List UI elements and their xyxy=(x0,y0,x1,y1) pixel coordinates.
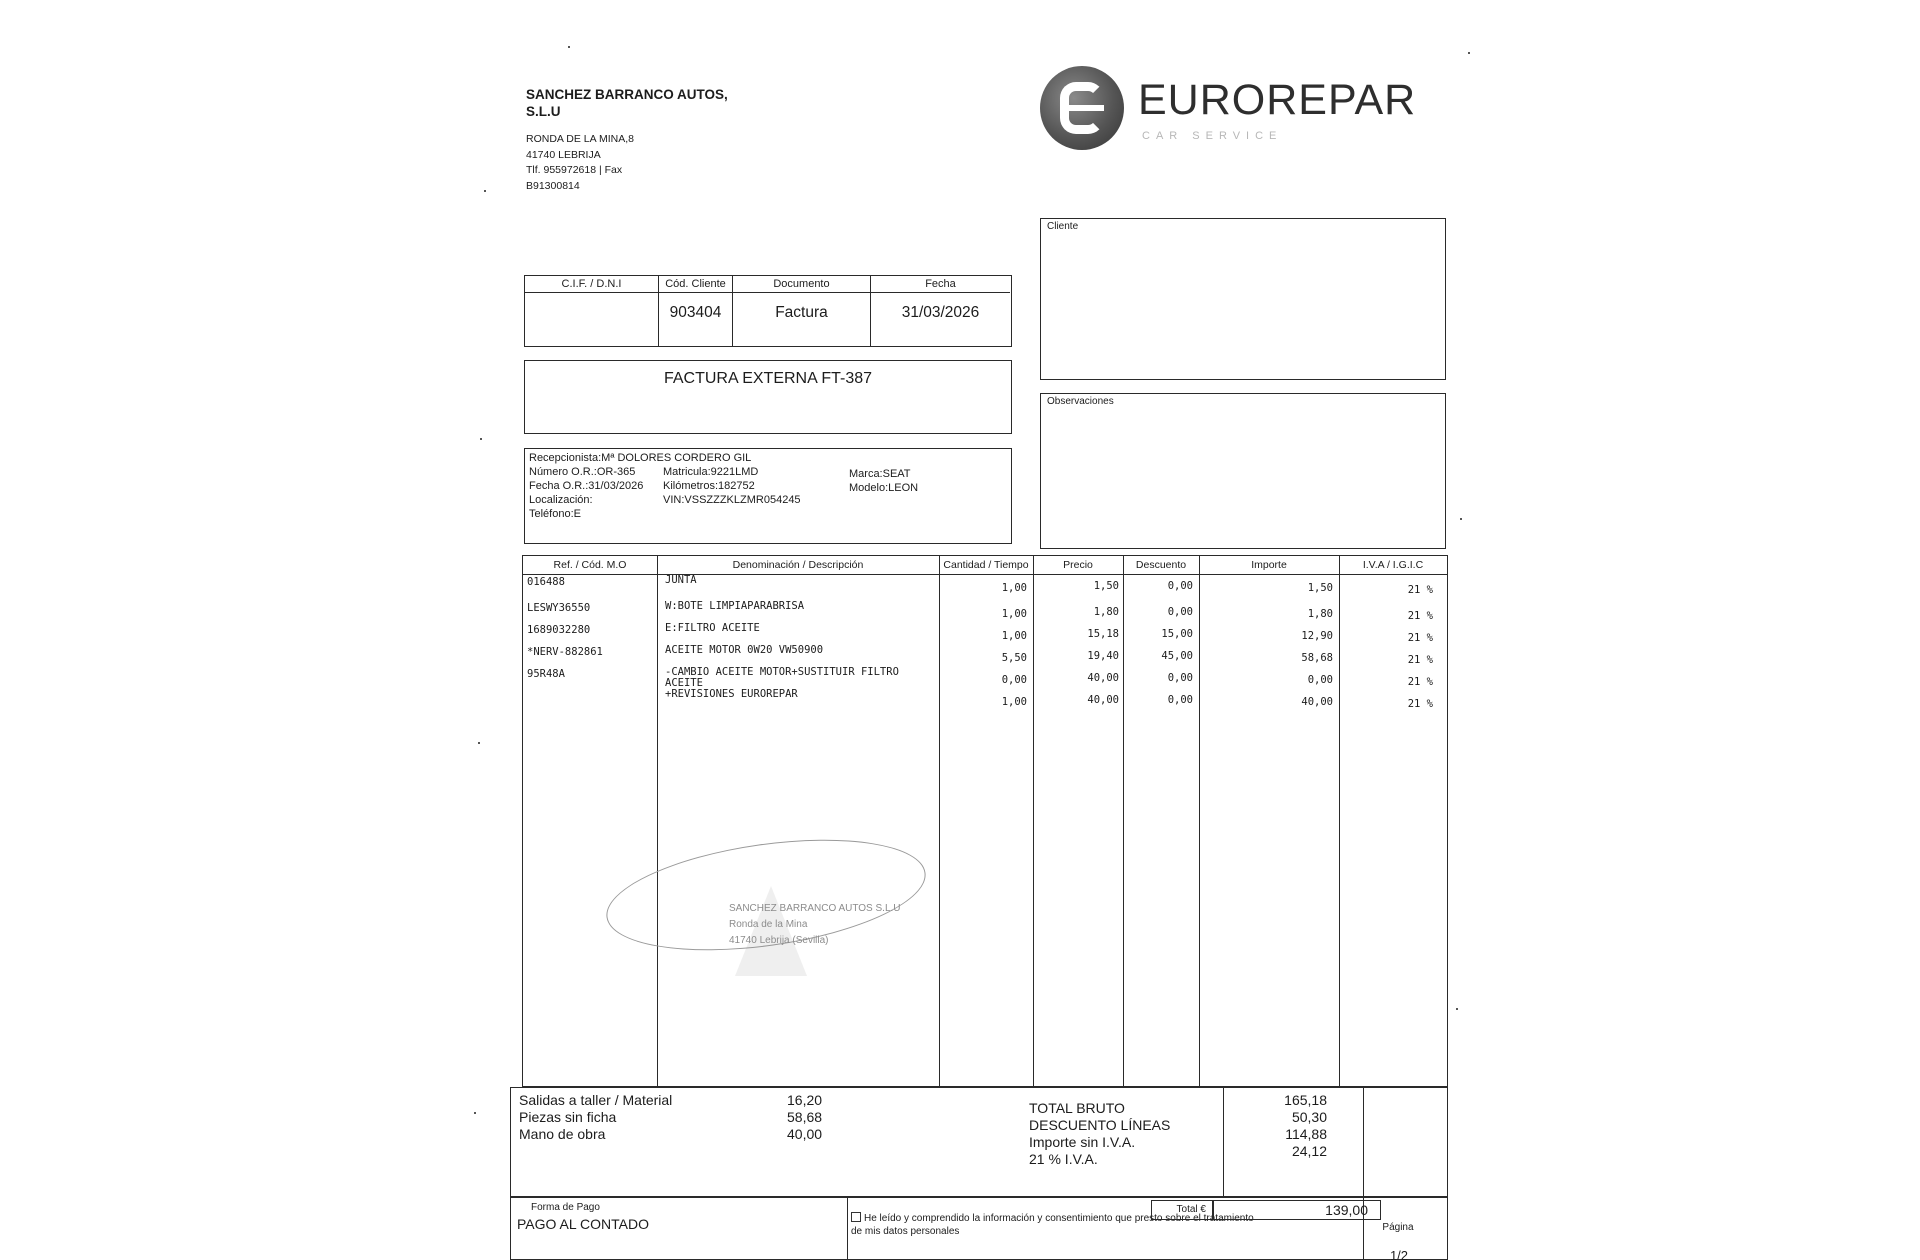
cell-vat: 21 % xyxy=(1407,676,1433,688)
date-label: Fecha xyxy=(871,278,1010,293)
totals-box xyxy=(510,1087,1448,1197)
or-date: Fecha O.R.:31/03/2026 xyxy=(529,480,644,492)
eurorepar-logo-icon xyxy=(1040,66,1124,150)
document-value: Factura xyxy=(775,304,828,321)
cell-qty: 1,00 xyxy=(1001,630,1027,642)
salidas-label: Salidas a taller / Material xyxy=(519,1092,673,1108)
importe-label: Importe sin I.V.A. xyxy=(1029,1134,1136,1150)
payment-method-label: Forma de Pago xyxy=(531,1202,600,1213)
cell-desc1: JUNTA xyxy=(665,574,697,586)
cell-disc: 0,00 xyxy=(1167,672,1193,684)
footer-box xyxy=(510,1197,1448,1260)
stamp-text xyxy=(729,901,901,949)
logo-subtext: CAR SERVICE xyxy=(1142,130,1283,142)
iva-value: 24,12 xyxy=(1291,1143,1327,1159)
cell-qty: 1,00 xyxy=(1001,582,1027,594)
consent-text: He leído y comprendido la información y consentimiento que presto sobre el tratamiento de mis datos personales xyxy=(851,1213,1254,1237)
cell-desc1: ACEITE MOTOR 0W20 VW50900 xyxy=(665,644,824,656)
kilometers: Kilómetros:182752 xyxy=(663,480,755,492)
cell-amount: 1,50 xyxy=(1307,582,1333,594)
cell-desc1: W:BOTE LIMPIAPARABRISA xyxy=(665,600,805,612)
stamp-line1: SANCHEZ BARRANCO AUTOS S.L.U xyxy=(729,903,901,914)
total-label: Total € xyxy=(1151,1200,1213,1220)
cell-desc1: -CAMBIO ACEITE MOTOR+SUSTITUIR FILTRO xyxy=(665,666,899,678)
scan-speck xyxy=(1460,518,1462,520)
table-row xyxy=(523,690,1447,716)
document-cell xyxy=(733,276,871,346)
header-rule xyxy=(523,574,1447,575)
cell-desc1: +REVISIONES EUROREPAR xyxy=(665,688,798,700)
descuento-value: 50,30 xyxy=(1291,1109,1327,1125)
footer-rule xyxy=(847,1198,848,1259)
mano-value: 40,00 xyxy=(787,1126,823,1142)
client-code-cell xyxy=(659,276,733,346)
reception-info-box xyxy=(524,448,1012,544)
scan-speck xyxy=(484,190,486,192)
vin: VIN:VSSZZZKLZMR054245 xyxy=(663,494,801,506)
cell-amount: 12,90 xyxy=(1301,630,1333,642)
cell-disc: 15,00 xyxy=(1161,628,1193,640)
company-city: 41740 LEBRIJA xyxy=(526,148,601,161)
cell-price: 1,50 xyxy=(1093,580,1119,592)
company-name-line1: SANCHEZ BARRANCO AUTOS, xyxy=(526,87,728,102)
cell-ref: 95R48A xyxy=(527,668,565,680)
or-number: Número O.R.:OR-365 xyxy=(529,466,636,478)
col-price-header: Precio xyxy=(1063,559,1093,571)
summary-values xyxy=(1211,1092,1327,1160)
page-value: 1/2 xyxy=(1389,1248,1409,1260)
cell-price: 15,18 xyxy=(1087,628,1119,640)
client-code-value: 903404 xyxy=(669,304,722,321)
col-ref-header: Ref. / Cód. M.O xyxy=(553,559,627,571)
table-row xyxy=(523,576,1447,602)
cell-qty: 1,00 xyxy=(1001,696,1027,708)
cell-desc2: ACEITE xyxy=(665,677,703,689)
mano-label: Mano de obra xyxy=(519,1126,606,1142)
piezas-value: 58,68 xyxy=(787,1109,823,1125)
consent-checkbox[interactable] xyxy=(851,1212,861,1222)
cell-qty: 0,00 xyxy=(1001,674,1027,686)
cell-price: 40,00 xyxy=(1087,694,1119,706)
document-header-table xyxy=(524,275,1012,347)
document-label: Documento xyxy=(733,278,870,293)
cell-vat: 21 % xyxy=(1407,632,1433,644)
payment-method-value: PAGO AL CONTADO xyxy=(517,1216,649,1232)
cell-disc: 45,00 xyxy=(1161,650,1193,662)
invoice-lines-table xyxy=(522,555,1448,1087)
receptionist: Recepcionista:Mª DOLORES CORDERO GIL xyxy=(529,452,752,464)
cell-disc: 0,00 xyxy=(1167,580,1193,592)
client-box xyxy=(1040,218,1446,380)
piezas-label: Piezas sin ficha xyxy=(519,1109,617,1125)
invoice-title-box xyxy=(524,360,1012,434)
scan-speck xyxy=(1468,52,1470,54)
cell-vat: 21 % xyxy=(1407,610,1433,622)
observations-box xyxy=(1040,393,1446,549)
cell-amount: 58,68 xyxy=(1301,652,1333,664)
invoice-page xyxy=(510,40,1450,1260)
cell-amount: 40,00 xyxy=(1301,696,1333,708)
client-code-label: Cód. Cliente xyxy=(659,278,732,293)
col-disc-header: Descuento xyxy=(1135,559,1187,571)
col-amount-header: Importe xyxy=(1251,559,1287,571)
scan-speck xyxy=(480,438,482,440)
cell-disc: 0,00 xyxy=(1167,606,1193,618)
descuento-label: DESCUENTO LÍNEAS xyxy=(1029,1117,1171,1133)
scan-speck xyxy=(1456,1008,1458,1010)
date-value: 31/03/2026 xyxy=(901,304,980,321)
cell-ref: LESWY36550 xyxy=(527,602,591,614)
iva-label: 21 % I.V.A. xyxy=(1029,1151,1098,1167)
totals-rule xyxy=(1363,1088,1364,1196)
summary-labels xyxy=(1029,1100,1170,1168)
model: Modelo:LEON xyxy=(849,482,919,494)
cell-ref: 1689032280 xyxy=(527,624,591,636)
cell-qty: 1,00 xyxy=(1001,608,1027,620)
scan-speck xyxy=(568,46,570,48)
col-desc-header: Denominación / Descripción xyxy=(732,559,864,571)
stamp-line3: 41740 Lebrija (Sevilla) xyxy=(729,935,829,946)
brand: Marca:SEAT xyxy=(849,468,911,480)
company-phone: Tlf. 955972618 | Fax xyxy=(526,164,623,176)
total-bruto-value: 165,18 xyxy=(1284,1092,1327,1108)
company-name xyxy=(526,86,826,120)
page-label: Página xyxy=(1382,1222,1414,1233)
cell-ref: *NERV-882861 xyxy=(527,646,603,658)
date-cell xyxy=(871,276,1010,346)
summary-left xyxy=(519,1092,672,1143)
cell-price: 40,00 xyxy=(1087,672,1119,684)
cell-qty: 5,50 xyxy=(1001,652,1027,664)
cell-price: 1,80 xyxy=(1093,606,1119,618)
cell-amount: 0,00 xyxy=(1307,674,1333,686)
scan-speck xyxy=(474,1112,476,1114)
company-street: RONDA DE LA MINA,8 xyxy=(526,133,634,145)
company-name-line2: S.L.U xyxy=(526,104,561,119)
salidas-value: 16,20 xyxy=(787,1092,823,1108)
eurorepar-logo xyxy=(1040,62,1460,172)
total-value: 139,00 xyxy=(1213,1200,1381,1220)
observations-label: Observaciones xyxy=(1047,396,1114,407)
scan-speck xyxy=(478,742,480,744)
cell-amount: 1,80 xyxy=(1307,608,1333,620)
cell-vat: 21 % xyxy=(1407,654,1433,666)
client-label: Cliente xyxy=(1047,221,1079,232)
cell-ref: 016488 xyxy=(527,576,565,588)
location: Localización: xyxy=(529,494,593,506)
cif-cell xyxy=(525,276,659,346)
logo-text: EUROREPAR xyxy=(1138,76,1417,124)
plate: Matricula:9221LMD xyxy=(663,466,759,478)
cell-price: 19,40 xyxy=(1087,650,1119,662)
total-bruto-label: TOTAL BRUTO xyxy=(1029,1100,1125,1116)
company-cif: B91300814 xyxy=(526,179,580,192)
cif-label: C.I.F. / D.N.I xyxy=(525,278,658,293)
stamp-line2: Ronda de la Mina xyxy=(729,919,808,930)
invoice-title: FACTURA EXTERNA FT-387 xyxy=(663,370,873,387)
summary-left-values xyxy=(787,1092,822,1143)
col-qty-header: Cantidad / Tiempo xyxy=(943,559,1029,571)
col-vat-header: I.V.A / I.G.I.C xyxy=(1362,559,1424,571)
cell-desc1: E:FILTRO ACEITE xyxy=(665,622,760,634)
cell-vat: 21 % xyxy=(1407,698,1433,710)
cell-disc: 0,00 xyxy=(1167,694,1193,706)
cell-vat: 21 % xyxy=(1407,584,1433,596)
phone: Teléfono:E xyxy=(529,508,581,520)
company-address xyxy=(526,132,826,194)
importe-value: 114,88 xyxy=(1285,1126,1327,1142)
